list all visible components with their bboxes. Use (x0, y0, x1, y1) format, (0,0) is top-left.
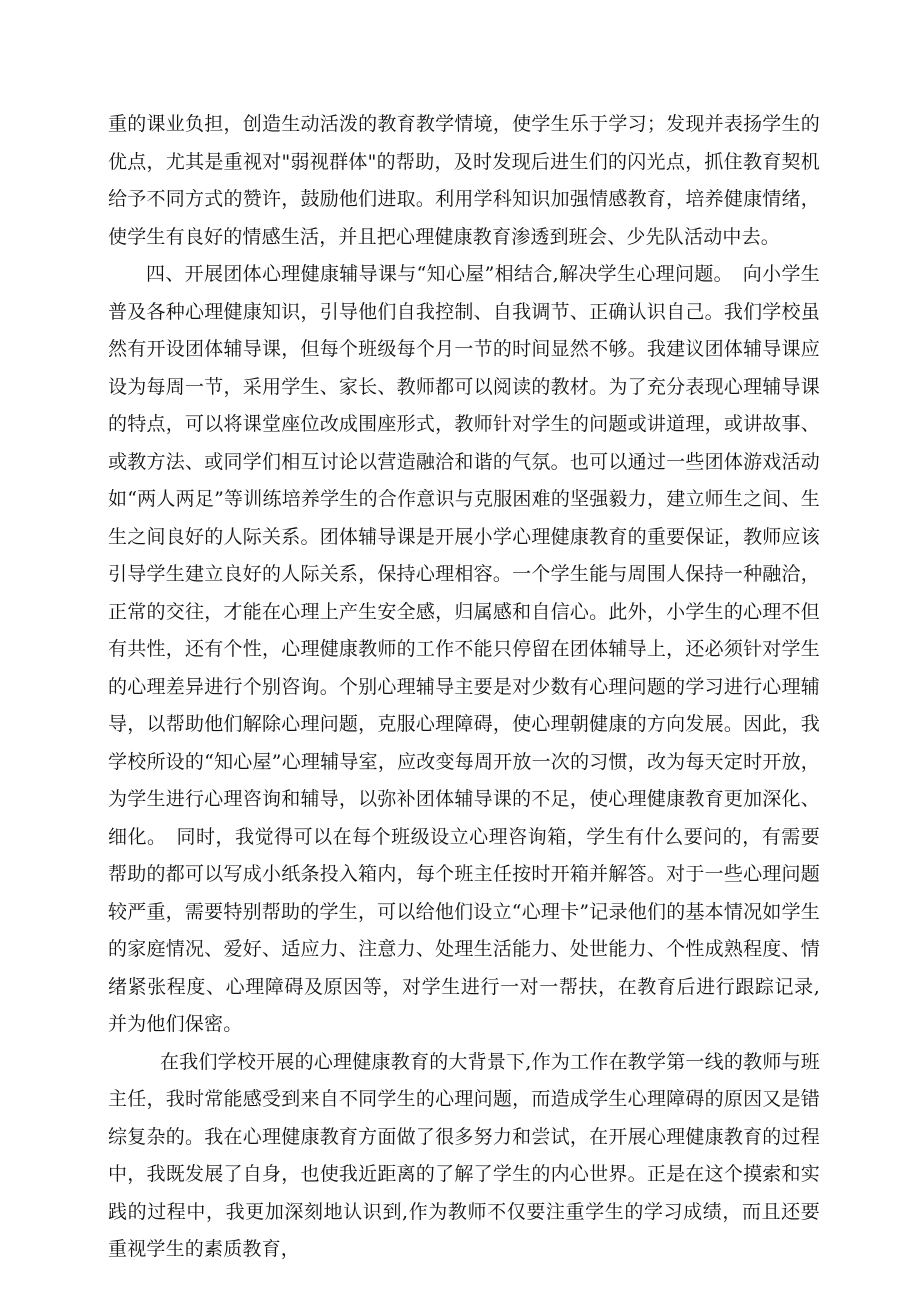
paragraph-section-four: 四、开展团体心理健康辅导课与“知心屋”相结合,解决学生心理问题。 向小学生普及各种心理健康知识，引导他们自我控制、自我调节、正确认识自己。我们学校虽然有开设团体辅导课，但每个班级每个月一节的时间显然不够。我建议团体辅导课应设为每周一节，采用学生、家长、教师都可以阅读的教材。为了充分表现心理辅导课的特点，可以将课堂座位改成围座形式，教师针对学生的问题或讲道理，或讲故事、或教方法、或同学们相互讨论以营造融洽和谐的气氛。也可以通过一些团体游戏活动如“两人两足”等训练培养学生的合作意识与克服困难的坚强毅力，建立师生之间、生生之间良好的人际关系。团体辅导课是开展小学心理健康教育的重要保证，教师应该引导学生建立良好的人际关系，保持心理相容。一个学生能与周围人保持一种融洽，正常的交往，才能在心理上产生安全感，归属感和自信心。此外，小学生的心理不但有共性，还有个性，心理健康教师的工作不能只停留在团体辅导上，还必须针对学生的心理差异进行个别咨询。个别心理辅导主要是对少数有心理问题的学习进行心理辅导，以帮助他们解除心理问题，克服心理障碍，使心理朝健康的方向发展。因此，我学校所设的“知心屋”心理辅导室，应改变每周开放一次的习惯，改为每天定时开放，为学生进行心理咨询和辅导，以弥补团体辅导课的不足，使心理健康教育更加深化、细化。 同时，我觉得可以在每个班级设立心理咨询箱，学生有什么要问的，有需要帮助的都可以写成小纸条投入箱内，每个班主任按时开箱并解答。对于一些心理问题较严重，需要特别帮助的学生，可以给他们设立“心理卡”记录他们的基本情况如学生的家庭情况、爱好、适应力、注意力、处理生活能力、处世能力、个性成熟程度、情绪紧张程度、心理障碍及原因等，对学生进行一对一帮扶，在教育后进行跟踪记录,并为他们保密。 (108, 263, 820, 1035)
document-body (108, 106, 820, 1269)
paragraph-continued: 重的课业负担，创造生动活泼的教育教学情境，使学生乐于学习；发现并表扬学生的优点，尤其是重视对"弱视群体"的帮助，及时发现后进生们的闪光点，抓住教育契机给予不同方式的赞许，鼓励他们进取。利用学科知识加强情感教育，培养健康情绪，使学生有良好的情感生活，并且把心理健康教育渗透到班会、少先队活动中去。 (108, 113, 820, 248)
paragraph-reflection: 在我们学校开展的心理健康教育的大背景下,作为工作在教学第一线的教师与班主任，我时常能感受到来自不同学生的心理问题，而造成学生心理障碍的原因又是错综复杂的。我在心理健康教育方面做了很多努力和尝试，在开展心理健康教育的过程中，我既发展了自身，也使我近距离的了解了学生的内心世界。正是在这个摸索和实践的过程中，我更加深刻地认识到,作为教师不仅要注重学生的学习成绩，而且还要重视学生的素质教育， (108, 1050, 820, 1260)
